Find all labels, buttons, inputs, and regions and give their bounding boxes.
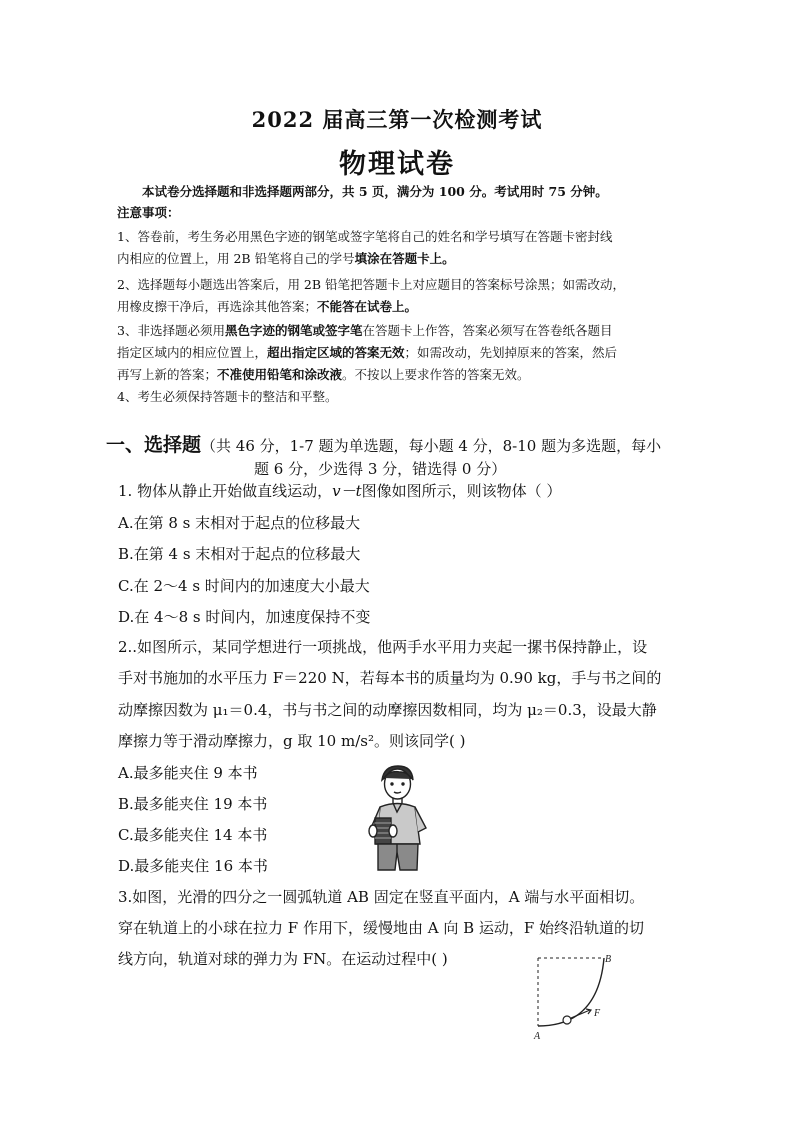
note-2b — [117, 296, 417, 318]
note-1b-bold: 填涂在答题卡上。 — [354, 251, 455, 266]
note-1a: 1、答卷前，考生务必用黑色字迹的钢笔或签字笔将自己的姓名和学号填写在答题卡密封线 — [117, 229, 613, 244]
q2-option-c: C.最多能夹住 14 本书 — [118, 826, 268, 844]
force-f-label: F — [594, 1008, 601, 1019]
q2-option-a: A.最多能夹住 9 本书 — [118, 764, 258, 782]
note-4: 4、考生必须保持答题卡的整洁和平整。 — [117, 389, 338, 404]
note-2b-text: 用橡皮擦干净后，再选涂其他答案； — [117, 299, 318, 314]
note-3c-post: 。不按以上要求作答的答案无效。 — [342, 367, 530, 382]
note-3b — [117, 342, 617, 364]
q1-stem-pre: 1. 物体从静止开始做直线运动， — [118, 482, 333, 500]
note-3a-text: 3、非选择题必须用 — [117, 323, 225, 338]
q1-stem-var: v－t — [332, 482, 362, 500]
note-3a — [117, 320, 613, 342]
q3-line-2: 穿在轨道上的小球在拉力 F 作用下，缓慢地由 A 向 B 运动，F 始终沿轨道的切 — [118, 919, 645, 937]
q2-line-4: 摩擦力等于滑动摩擦力，g 取 10 m/s²。则该同学( ) — [118, 732, 466, 750]
q1-option-c: C.在 2～4 s 时间内的加速度大小最大 — [118, 577, 370, 595]
note-3b-bold: 超出指定区域的答案无效 — [267, 345, 405, 360]
q1-option-d: D.在 4～8 s 时间内，加速度保持不变 — [118, 608, 371, 626]
q2-option-d: D.最多能夹住 16 本书 — [118, 857, 268, 875]
note-1b — [117, 248, 455, 270]
arc-track-diagram — [528, 950, 618, 1045]
point-b-label: B — [605, 954, 612, 965]
section-desc-1: （共 46 分，1-7 题为单选题，每小题 4 分，8-10 题为多选题，每小 — [201, 437, 662, 455]
note-1b-text: 内相应的位置上，用 2B 铅笔将自己的学号 — [117, 251, 355, 266]
section-title: 一、选择题 — [106, 434, 202, 456]
q1-option-a: A.在第 8 s 末相对于起点的位移最大 — [118, 514, 361, 532]
q2-line-1: 2..如图所示，某同学想进行一项挑战，他两手水平用力夹起一摞书保持静止，设 — [118, 638, 648, 656]
q1-stem — [118, 480, 561, 501]
section-desc-2: 题 6 分，少选得 3 分，错选得 0 分） — [254, 460, 507, 478]
note-2b-bold: 不能答在试卷上。 — [317, 299, 418, 314]
student-holding-books-illustration — [356, 762, 438, 872]
q1-option-b: B.在第 4 s 末相对于起点的位移最大 — [118, 545, 361, 563]
section-heading — [106, 430, 661, 457]
q2-line-2: 手对书施加的水平压力 F＝220 N，若每本书的质量均为 0.90 kg，手与书之间的 — [118, 669, 662, 687]
note-3c-bold: 不准使用铅笔和涂改液 — [217, 367, 343, 382]
exam-intro: 本试卷分选择题和非选择题两部分，共 5 页，满分为 100 分。考试用时 75 分钟。 — [142, 184, 608, 199]
notes-heading: 注意事项： — [117, 205, 180, 220]
q2-line-3: 动摩擦因数为 μ₁＝0.4，书与书之间的动摩擦因数相同，均为 μ₂＝0.3，设最大静 — [118, 701, 657, 719]
exam-title: 2022 届高三第一次检测考试 — [251, 107, 543, 132]
point-a-label: A — [534, 1031, 541, 1042]
note-2a: 2、选择题每小题选出答案后，用 2B 铅笔把答题卡上对应题目的答案标号涂黑；如需改动， — [117, 277, 626, 292]
note-3a-post: 在答题卡上作答，答案必须写在答卷纸各题目 — [362, 323, 613, 338]
note-3b-text: 指定区域内的相应位置上， — [117, 345, 268, 360]
note-3c — [117, 364, 530, 386]
q1-stem-post: 图像如图所示，则该物体（ ） — [361, 482, 562, 500]
subject-title: 物理试卷 — [339, 149, 455, 180]
note-3b-post: ；如需改动，先划掉原来的答案，然后 — [404, 345, 618, 360]
q3-line-3: 线方向，轨道对球的弹力为 FN。在运动过程中( ) — [118, 950, 448, 968]
q3-line-1: 3.如图，光滑的四分之一圆弧轨道 AB 固定在竖直平面内，A 端与水平面相切。 — [118, 888, 645, 906]
note-3a-bold: 黑色字迹的钢笔或签字笔 — [224, 323, 363, 338]
q2-option-b: B.最多能夹住 19 本书 — [118, 795, 268, 813]
note-3c-text: 再写上新的答案； — [117, 367, 218, 382]
